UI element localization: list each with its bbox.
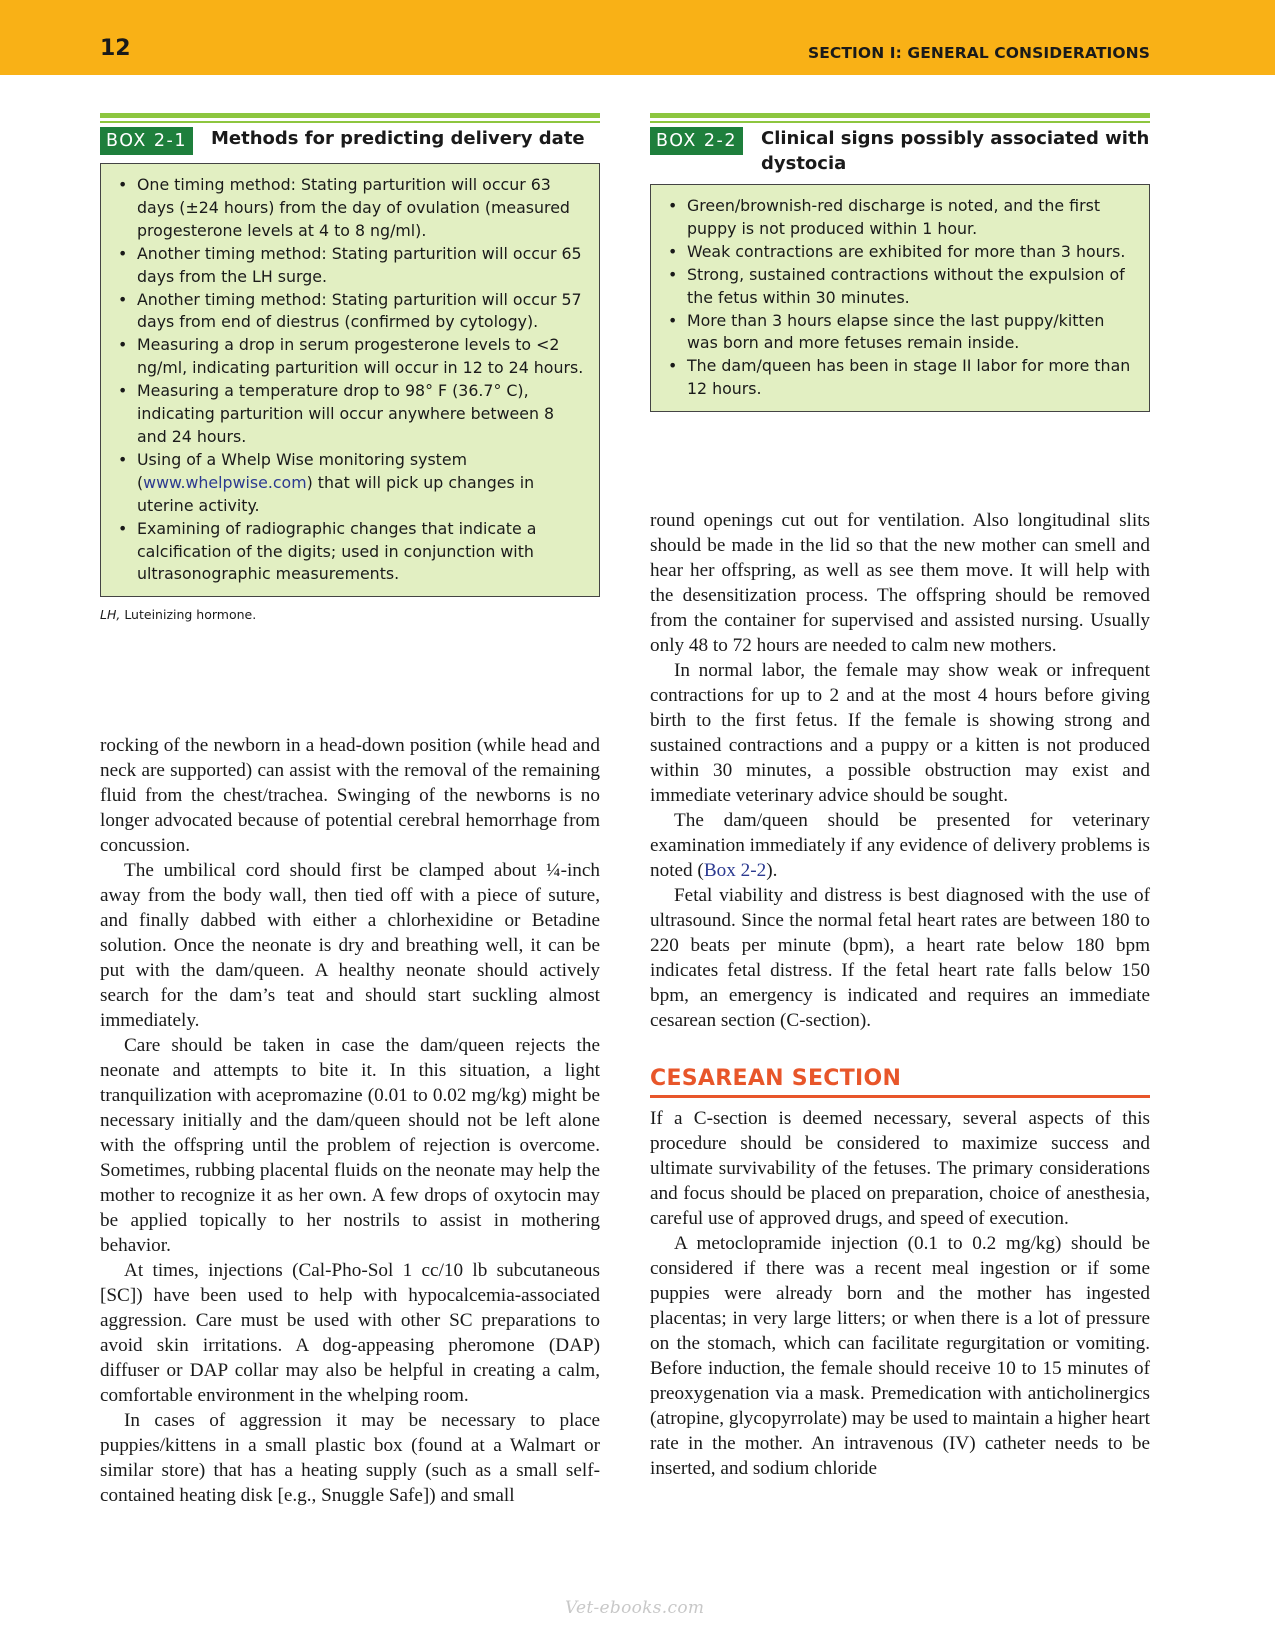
box-label: BOX 2-2 <box>650 127 743 155</box>
box-rule <box>100 121 600 123</box>
body-paragraph: A metoclopramide injection (0.1 to 0.2 mg/kg) should be considered if there was a recent meal ingestion or if some puppies were already born and the mother has ingested placentas; in very large litters; or when there is a lot of pressure on the stomach, which can facilitate regurgitation or vomiting. Before induction, the female should receive 10 to 15 minutes of preoxygenation via a mask. Premedication with anticholinergics (atropine, glycopyrrolate) may be used to maintain a higher heart rate in the mother. An intravenous (IV) catheter needs to be inserted, and sodium chloride <box>650 1233 1150 1479</box>
list-item: • One timing method: Stating parturition will occur 63 days (±24 hours) from the day of ovulation (measured progesterone levels at 4 to 8 ng/ml). <box>101 174 585 243</box>
list-item: • More than 3 hours elapse since the last puppy/kitten was born and more fetuses remain inside. <box>651 310 1135 356</box>
page-header <box>0 0 1275 75</box>
box-header <box>650 127 1150 176</box>
box-footnote <box>100 607 600 622</box>
bullet-list <box>651 195 1135 401</box>
list-item: • Examining of radiographic changes that indicate a calcification of the digits; used in conjunction with ultrasonographic measurements. <box>101 518 585 587</box>
box-rule <box>100 113 600 118</box>
page-number: 12 <box>100 36 131 61</box>
list-item: • Weak contractions are exhibited for more than 3 hours. <box>651 241 1135 264</box>
body-paragraph: round openings cut out for ventilation. Also longitudinal slits should be made in the lid so that the new mother can smell and hear her offspring, as well as see them move. It will help with the desensitization process. The offspring should be removed from the container for supervised and assisted nursing. Usually only 48 to 72 hours are needed to calm new mothers. <box>650 510 1150 656</box>
section-heading: CESAREAN SECTION <box>650 1065 1150 1098</box>
box-title: Methods for predicting delivery date <box>211 128 585 149</box>
box-rule <box>650 113 1150 118</box>
body-paragraph: Care should be taken in case the dam/queen rejects the neonate and attempts to bite it. In this situation, a light tranquilization with acepromazine (0.01 to 0.02 mg/kg) might be necessary initially and the dam/queen should not be left alone with the offspring until the problem of rejection is overcome. Sometimes, rubbing placental fluids on the neonate may help the mother to recognize it as her own. A few drops of oxytocin may be applied topically to her nostrils to assist in mothering behavior. <box>100 1035 600 1256</box>
footnote-abbreviation: LH, <box>100 607 121 623</box>
list-item: • Another timing method: Stating parturition will occur 57 days from end of diestrus (confirmed by cytology). <box>101 289 585 335</box>
body-paragraph: Fetal viability and distress is best diagnosed with the use of ultrasound. Since the normal fetal heart rates are between 180 to 220 beats per minute (bpm), a heart rate below 180 bpm indicates fetal distress. If the fetal heart rate falls below 150 bpm, an emergency is indicated and requires an immediate cesarean section (C-section). <box>650 885 1150 1031</box>
box-body <box>100 163 600 597</box>
body-paragraph: In normal labor, the female may show weak or infrequent contractions for up to 2 and at the most 4 hours before giving birth to the first fetus. If the female is showing strong and sustained contractions and a puppy or a kitten is not produced within 30 minutes, a possible obstruction may exist and immediate veterinary advice should be sought. <box>650 660 1150 806</box>
box-2-1 <box>100 113 600 622</box>
list-item: • Measuring a temperature drop to 98° F (36.7° C), indicating parturition will occur anywhere between 8 and 24 hours. <box>101 380 585 449</box>
paragraph-text: ). <box>766 860 778 881</box>
box-title: Clinical signs possibly associated with dystocia <box>761 128 1150 174</box>
list-item: • Strong, sustained contractions without the expulsion of the fetus within 30 minutes. <box>651 264 1135 310</box>
list-item: • Measuring a drop in serum progesterone levels to <2 ng/ml, indicating parturition will occur in 12 to 24 hours. <box>101 334 585 380</box>
right-text-column <box>650 508 1150 1481</box>
body-paragraph <box>650 808 1150 883</box>
left-text-column <box>100 733 600 1508</box>
box-body <box>650 184 1150 412</box>
list-item: • The dam/queen has been in stage II labor for more than 12 hours. <box>651 355 1135 401</box>
box-header <box>100 127 600 155</box>
body-paragraph: In cases of aggression it may be necessary to place puppies/kittens in a small plastic box (found at a Walmart or similar store) that has a heating supply (such as a small self-contained heating disk [e.g., Snuggle Safe]) and small <box>100 1410 600 1506</box>
box-label: BOX 2-1 <box>100 127 193 155</box>
body-paragraph: rocking of the newborn in a head-down position (while head and neck are supported) can assist with the removal of the remaining fluid from the chest/trachea. Swinging of the newborns is no longer advocated because of potential cerebral hemorrhage from concussion. <box>100 735 600 856</box>
list-item <box>101 449 585 518</box>
footnote-text: Luteinizing hormone. <box>120 607 257 623</box>
running-section-title: SECTION I: GENERAL CONSIDERATIONS <box>807 44 1150 62</box>
box-2-2 <box>650 113 1150 412</box>
whelpwise-link[interactable]: www.whelpwise.com <box>143 472 307 492</box>
watermark-logo: Vet-ebooks.com <box>565 1598 705 1618</box>
list-item-text: Using of a Whelp Wise monitoring system ( <box>137 449 467 492</box>
body-paragraph: At times, injections (Cal-Pho-Sol 1 cc/10 lb subcutaneous [SC]) have been used to help with hypocalcemia-associated aggression. Care must be used with other SC preparations to avoid skin irritations. A dog-appeasing pheromone (DAP) diffuser or DAP collar may also be helpful in creating a calm, comfortable environment in the whelping room. <box>100 1260 600 1406</box>
paragraph-text: The dam/queen should be presented for veterinary examination immediately if any evidence of delivery problems is noted ( <box>650 810 1150 881</box>
body-paragraph: If a C-section is deemed necessary, several aspects of this procedure should be considered to maximize success and ultimate survivability of the fetuses. The primary considerations and focus should be placed on preparation, choice of anesthesia, careful use of approved drugs, and speed of execution. <box>650 1108 1150 1229</box>
bullet-list <box>101 174 585 586</box>
list-item: • Green/brownish-red discharge is noted, and the first puppy is not produced within 1 hour. <box>651 195 1135 241</box>
box-rule <box>650 121 1150 123</box>
list-item: • Another timing method: Stating parturition will occur 65 days from the LH surge. <box>101 243 585 289</box>
box-2-2-link[interactable]: Box 2-2 <box>703 860 767 881</box>
body-paragraph: The umbilical cord should first be clamped about ¼-inch away from the body wall, then tied off with a piece of suture, and finally dabbed with either a chlorhexidine or Betadine solution. Once the neonate is dry and breathing well, it can be put with the dam/queen. A healthy neonate should actively search for the dam’s teat and should start suckling almost immediately. <box>100 860 600 1031</box>
list-item-text: ) that will pick up changes in uterine activity. <box>137 472 535 515</box>
